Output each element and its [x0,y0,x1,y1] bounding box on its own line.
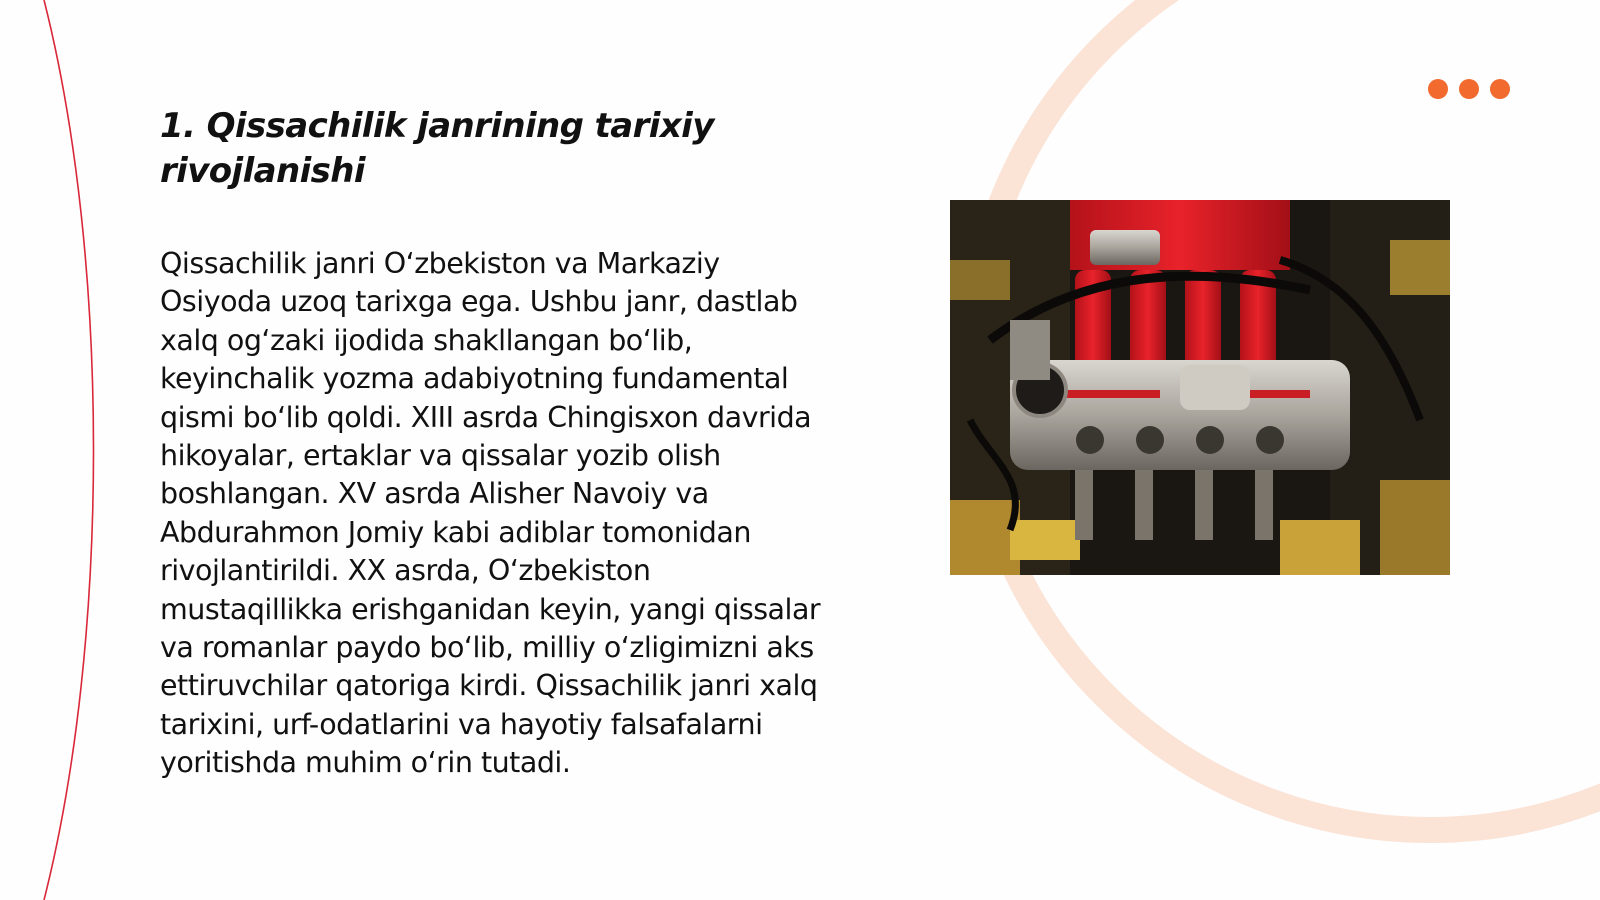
slide-body-text: Qissachilik janri O‘zbekiston va Markaziy Osiyoda uzoq tarixga ega. Ushbu janr, dastlab xalq og‘zaki ijodida shakllangan bo‘lib, keyinchalik yozma adabiyotning fundamental qismi bo‘lib qoldi. XIII asrda Chingisxon davrida hikoyalar, ertaklar va qissalar yozib olish boshlangan. XV asrda Alisher Navoiy va Abdurahmon Jomiy kabi adiblar tomonidan rivojlantirildi. XX asrda, O‘zbekiston mustaqillikka erishganidan keyin, yangi qissalar va romanlar paydo bo‘lib, milliy o‘zligimizni aks ettiruvchilar qatoriga kirdi. Qissachilik janri xalq tarixini, urf-odatlarini va hayotiy falsafalarni yoritishda muhim o‘rin tutadi. [160,247,821,780]
dot-icon [1459,79,1479,99]
accent-dots [1428,79,1510,99]
dot-icon [1428,79,1448,99]
left-curve-line [44,0,94,900]
slide-title: 1. Qissachilik janrining tarixiy rivojlanishi [160,106,714,191]
engine-photo [950,200,1450,575]
dot-icon [1490,79,1510,99]
